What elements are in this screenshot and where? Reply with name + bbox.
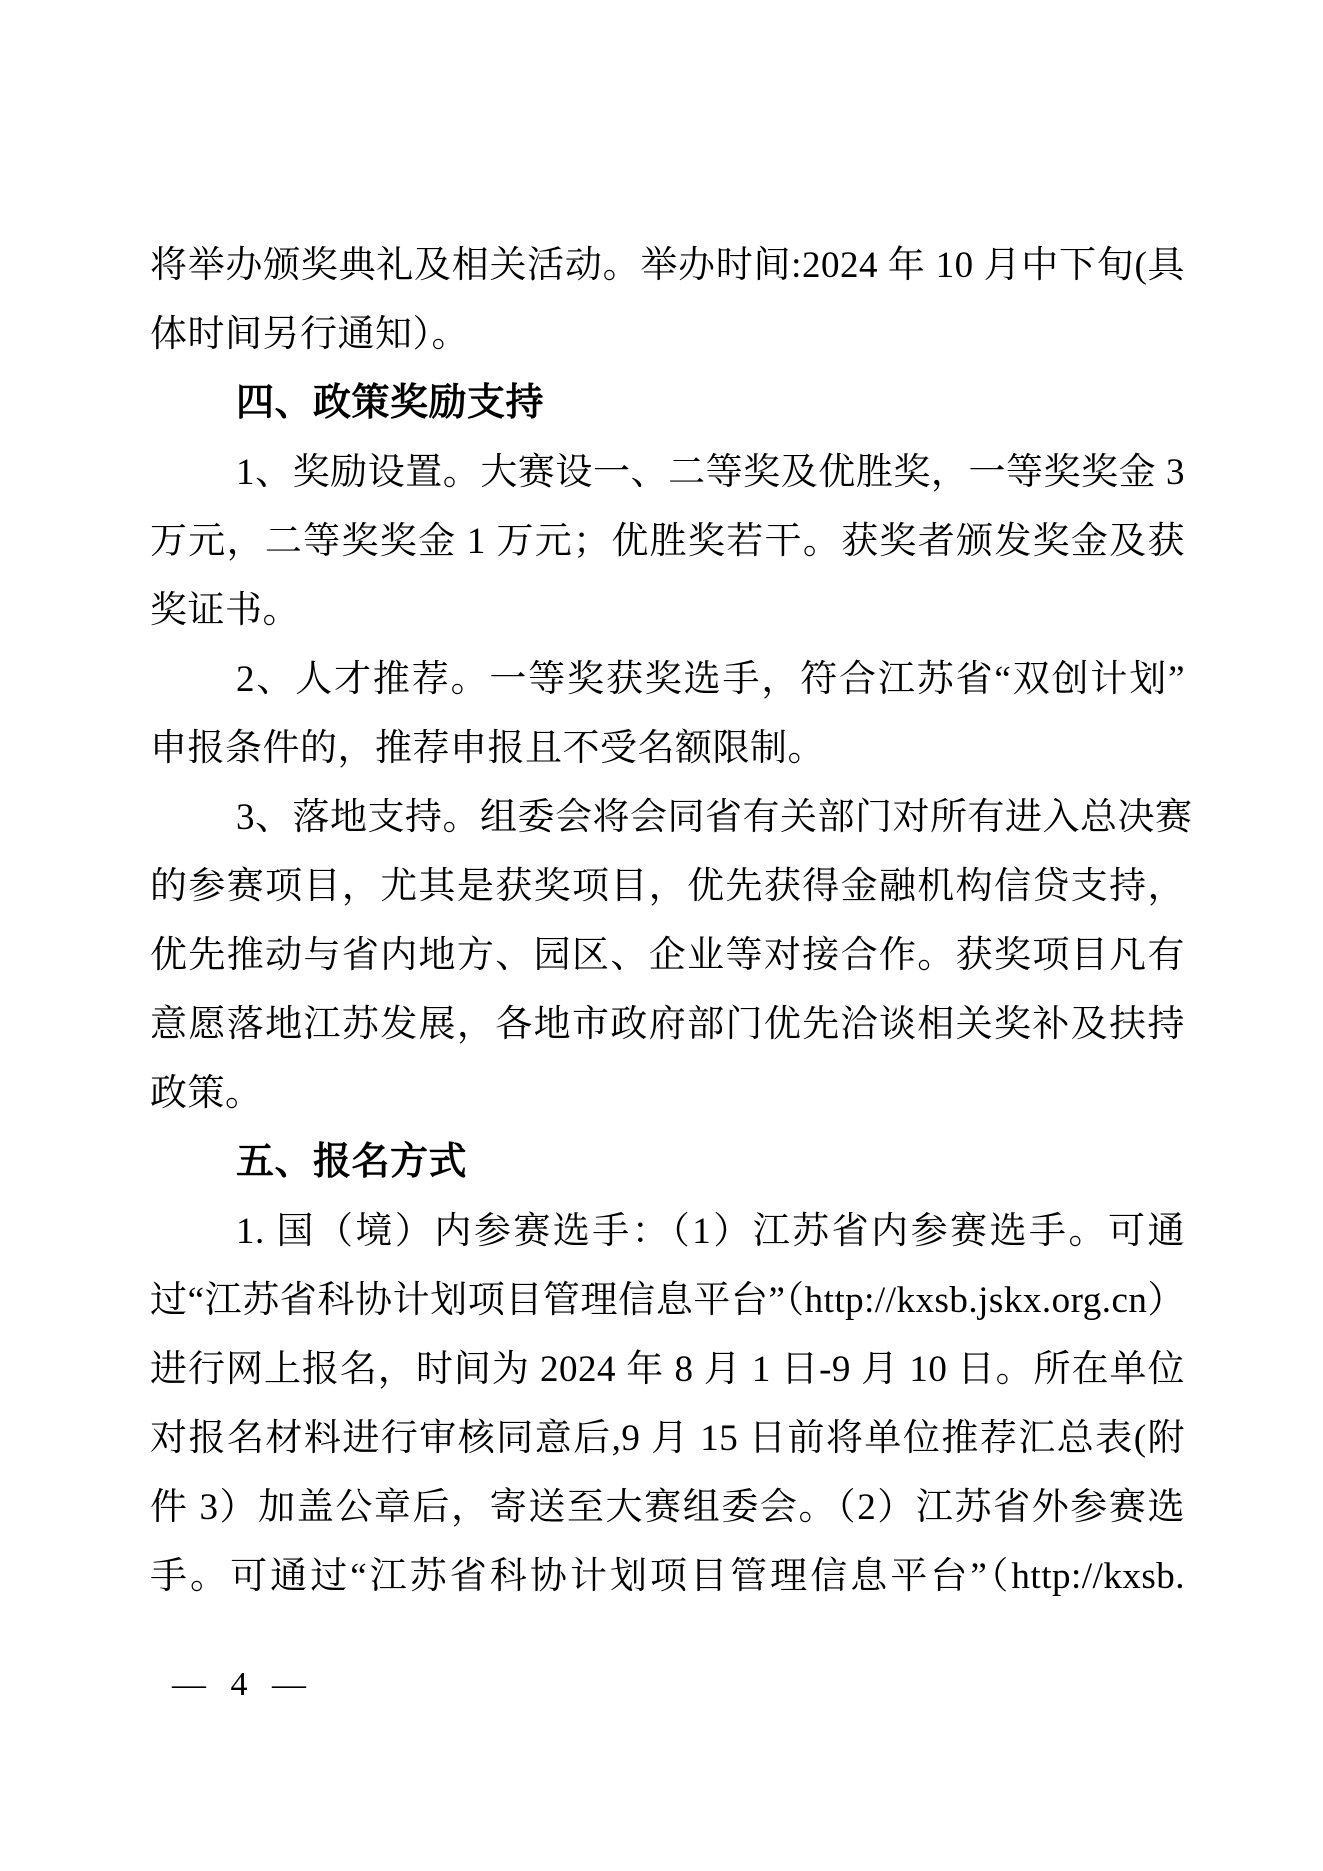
text-line: 意愿落地江苏发展，各地市政府部门优先洽谈相关奖补及扶持 (150, 1004, 1185, 1045)
document-body (150, 231, 1193, 1611)
text-line: 奖证书。 (150, 590, 300, 631)
text-line: 件 3）加盖公章后，寄送至大赛组委会。（2）江苏省外参赛选 (150, 1487, 1185, 1528)
text-line: 对报名材料进行审核同意后,9 月 15 日前将单位推荐汇总表(附 (150, 1418, 1185, 1459)
text-line: 体时间另行通知）。 (150, 314, 469, 355)
text-line: 手。可通过“江苏省科协计划项目管理信息平台”（http://kxsb. (150, 1556, 1185, 1597)
text-line: 过“江苏省科协计划项目管理信息平台”（http://kxsb.jskx.org.cn） (150, 1280, 1185, 1321)
text-line: 政策。 (150, 1073, 263, 1114)
text-line: 2、人才推荐。一等奖获奖选手，符合江苏省“双创计划” (236, 659, 1185, 700)
section-heading: 四、政策奖励支持 (236, 382, 545, 424)
text-line: 1. 国（境）内参赛选手：（1）江苏省内参赛选手。可通 (236, 1211, 1185, 1252)
text-line: 万元，二等奖奖金 1 万元；优胜奖若干。获奖者颁发奖金及获 (150, 521, 1185, 562)
text-line: 将举办颁奖典礼及相关活动。举办时间:2024 年 10 月中下旬(具 (150, 245, 1185, 286)
text-line: 进行网上报名，时间为 2024 年 8 月 1 日-9 月 10 日。所在单位 (150, 1349, 1185, 1390)
section-heading: 五、报名方式 (236, 1141, 468, 1183)
text-line: 3、落地支持。组委会将会同省有关部门对所有进入总决赛 (236, 797, 1193, 838)
page-number: — 4 — (172, 1666, 314, 1703)
text-line: 1、奖励设置。大赛设一、二等奖及优胜奖，一等奖奖金 3 (236, 452, 1185, 493)
text-line: 的参赛项目，尤其是获奖项目，优先获得金融机构信贷支持， (150, 866, 1185, 907)
text-line: 优先推动与省内地方、园区、企业等对接合作。获奖项目凡有 (150, 935, 1185, 976)
text-line: 申报条件的，推荐申报且不受名额限制。 (150, 728, 825, 769)
